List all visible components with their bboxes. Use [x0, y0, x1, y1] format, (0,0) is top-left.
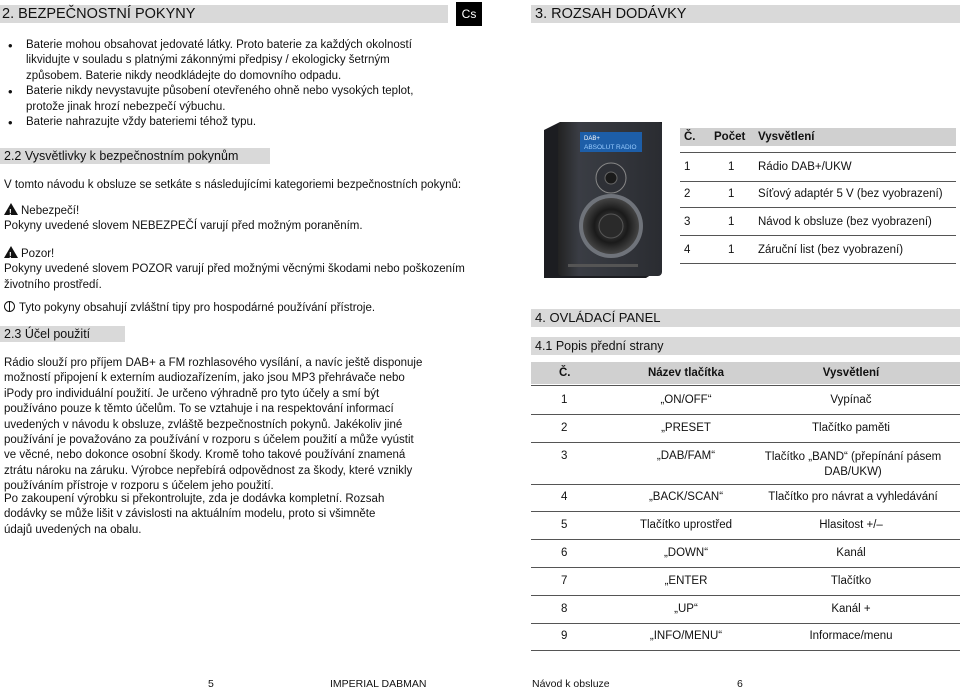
table-rule: [531, 539, 960, 540]
cell-button-name: „DAB/FAM“: [656, 450, 716, 462]
cell-no: 3: [684, 216, 691, 228]
cell-button-name: „ON/OFF“: [660, 394, 712, 406]
cell-description: Tlačítko pro návrat a vyhledávání: [768, 491, 938, 503]
radio-illustration: [538, 118, 666, 284]
cell-no: 6: [561, 547, 568, 559]
col-header-no: Č.: [559, 367, 571, 379]
table-rule: [531, 385, 960, 386]
section-heading-panel: 4. OVLÁDACÍ PANEL: [535, 310, 661, 325]
cell-count: 1: [728, 216, 735, 228]
cell-no: 2: [684, 188, 691, 200]
cell-description: Záruční list (bez vyobrazení): [758, 244, 904, 256]
danger-text: Pokyny uvedené slovem NEBEZPEČÍ varují před možným poraněním.: [4, 220, 363, 233]
cell-button-name: Tlačítko uprostřed: [639, 519, 733, 531]
cell-no: 5: [561, 519, 568, 531]
language-tag: Cs: [456, 2, 482, 26]
cell-description: Rádio DAB+/UKW: [758, 161, 852, 173]
table-rule: [531, 623, 960, 624]
cell-button-name: „ENTER: [664, 575, 708, 587]
table-rule: [531, 484, 960, 485]
cell-no: 2: [561, 422, 568, 434]
table-rule: [680, 207, 956, 208]
tip-block: [4, 301, 474, 316]
footer-document-title: Návod k obsluze: [532, 678, 610, 690]
caution-text: Pokyny uvedené slovem POZOR varují před možnými věcnými škodami nebo poškozením životního prostředí.: [4, 263, 465, 291]
battery-bullet-list: [0, 38, 420, 130]
cell-button-name: „INFO/MENU“: [649, 630, 723, 642]
cell-description: Kanál: [836, 547, 866, 559]
cell-count: 1: [728, 161, 735, 173]
table-rule: [531, 595, 960, 596]
cell-description: Návod k obsluze (bez vyobrazení): [758, 216, 932, 228]
tip-icon: [4, 301, 15, 312]
intended-use-paragraph: Rádio slouží pro příjem DAB+ a FM rozhlasového vysílání, a navíc ještě disponuje možností připojení k externím audiozařízením, jako jsou MP3 přehrávače nebo iPody pro individuální použití. Je určeno výhradně pro tyto účely a smí být používáno pouze k těmto účelům. To se vztahuje i na respektování informací uvedených v návodu k obsluze, zvláště bezpečnostních pokynů. Jakékoliv jiné používání je považováno za používání v rozporu s účelem použití a může vyústit ve věcné, nebo dokonce osobní škody. Kromě toho takové používání znamená ztrátu nároku na záruku. Výrobce nepřebírá odpovědnost za škody, které vznikly používáním přístroje v rozporu s účelem jeho použití.: [4, 357, 423, 493]
delivery-check-paragraph: Po zakoupení výrobku si překontrolujte, zda je dodávka kompletní. Rozsah dodávky se může lišit v závislosti na aktuálním modelu, proto si všimněte údajů uvedených na obalu.: [4, 493, 385, 536]
danger-label: Nebezpečí!: [21, 205, 80, 217]
section-heading-safety: 2. BEZPEČNOSTNÍ POKYNY: [2, 6, 196, 22]
col-header-description: Vysvětlení: [822, 367, 880, 379]
page-number-left: 5: [208, 678, 214, 690]
col-header-no: Č.: [684, 131, 696, 143]
radio-product-image: [538, 118, 666, 284]
cell-description: Vypínač: [830, 394, 872, 406]
table-rule: [680, 235, 956, 236]
radio-screen-text: ABSOLUT RADIO: [584, 144, 637, 151]
warning-triangle-icon: [4, 246, 18, 258]
table-rule: [531, 414, 960, 415]
cell-description: Hlasitost +/–: [819, 519, 883, 531]
cell-count: 1: [728, 244, 735, 256]
cell-button-name: „DOWN“: [663, 547, 709, 559]
cell-count: 1: [728, 188, 735, 200]
cell-description: Tlačítko „BAND“ (přepínání pásem DAB/UKW): [764, 451, 942, 478]
col-header-count: Počet: [714, 131, 746, 143]
safety-intro-text: V tomto návodu k obsluze se setkáte s následujícími kategoriemi bezpečnostních pokynů:: [4, 179, 462, 191]
caution-block: [4, 246, 474, 293]
table-rule: [680, 263, 956, 264]
cell-description: Kanál +: [831, 603, 871, 615]
cell-no: 4: [684, 244, 691, 256]
cell-no: 7: [561, 575, 568, 587]
cell-button-name: „BACK/SCAN“: [648, 491, 724, 503]
cell-button-name: „UP“: [674, 603, 698, 615]
cell-description: Informace/menu: [809, 630, 893, 642]
cell-description: Tlačítko paměti: [812, 422, 890, 434]
cell-button-name: „PRESET: [661, 422, 711, 434]
danger-block: [4, 203, 474, 235]
cell-no: 1: [684, 161, 691, 173]
radio-dab-text: DAB+: [584, 136, 600, 142]
table-rule: [680, 152, 956, 153]
cell-no: 1: [561, 394, 568, 406]
table-rule: [680, 181, 956, 182]
page-number-right: 6: [737, 678, 743, 690]
cell-description: Tlačítko: [830, 575, 872, 587]
warning-triangle-icon: [4, 203, 18, 215]
cell-description: Síťový adaptér 5 V (bez vyobrazení): [758, 188, 943, 200]
cell-no: 9: [561, 630, 568, 642]
table-rule: [531, 650, 960, 651]
footer-brand: IMPERIAL DABMAN: [330, 678, 427, 690]
tip-text: Tyto pokyny obsahují zvláštní tipy pro hospodárné používání přístroje.: [19, 302, 376, 314]
section-heading-scope: 3. ROZSAH DODÁVKY: [535, 6, 687, 22]
table-rule: [531, 511, 960, 512]
cell-no: 8: [561, 603, 568, 615]
table-rule: [531, 442, 960, 443]
subheading-2-2: 2.2 Vysvětlivky k bezpečnostním pokynům: [4, 149, 239, 163]
col-header-description: Vysvětlení: [758, 131, 815, 143]
subheading-2-3: 2.3 Účel použití: [4, 327, 91, 341]
cell-no: 3: [561, 450, 568, 462]
table-rule: [531, 567, 960, 568]
list-item: • Baterie nikdy nevystavujte působení otevřeného ohně nebo vysokých teplot, protože jinak hrozí nebezpečí výbuchu.: [0, 84, 420, 115]
list-item: • Baterie nahrazujte vždy bateriemi téhož typu.: [0, 115, 420, 130]
list-item: • Baterie mohou obsahovat jedovaté látky. Proto baterie za každých okolností likvidujte v souladu s platnými zákonnými předpisy / ekologicky šetrným způsobem. Baterie nikdy neodkládejte do domovního odpadu.: [0, 38, 420, 84]
cell-no: 4: [561, 491, 568, 503]
caution-label: Pozor!: [21, 248, 55, 260]
subheading-4-1: 4.1 Popis přední strany: [535, 339, 664, 353]
col-header-button-name: Název tlačítka: [647, 367, 725, 379]
